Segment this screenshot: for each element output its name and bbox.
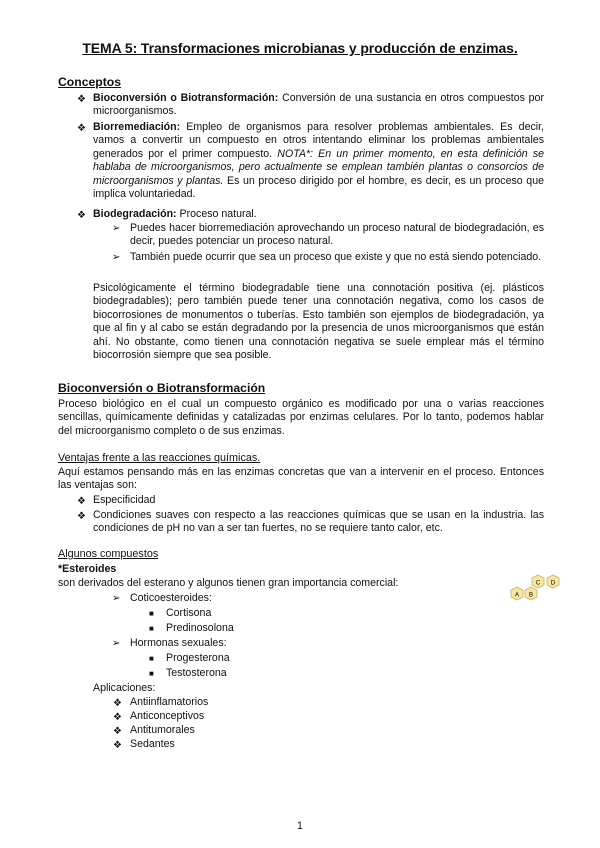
arrow-bullet-icon: ➢	[112, 252, 121, 263]
corticoides-label: Coticoesteroides:	[130, 592, 212, 604]
hormona-item: Progesterona	[166, 652, 230, 664]
biodegradacion-paragraph: Psicológicamente el término biodegradable tiene una connotación positiva (ej. plásticos biodegradables); pero también puede tener una connotación negativa, como los casos de biocorrosiones de monumentos o tuberías. Esto también son ejemplos de biodegradación, ya que al fin y al cabo se están degradando por la presencia de unos microorganismos que están ahí. No obstante, como tienen una connotación negativa se suele emplear más el término biocorrosión siempre que sea posible.	[93, 282, 544, 362]
diamond-bullet-icon: ❖	[77, 123, 86, 134]
hormona-item: Testosterona	[166, 667, 227, 679]
ventajas-heading: Ventajas frente a las reacciones químicas.	[58, 452, 261, 464]
term-label: Biorremediación:	[93, 121, 181, 133]
aplicaciones-label: Aplicaciones:	[93, 682, 156, 694]
ventajas-intro: Aquí estamos pensando más en las enzimas concretas que van a intervenir en el proceso. Entonces las ventajas son:	[58, 466, 544, 492]
hormonas-label: Hormonas sexuales:	[130, 637, 227, 649]
diamond-bullet-icon: ❖	[113, 740, 122, 751]
square-bullet-icon: ■	[149, 669, 154, 678]
sub-item: Puedes hacer biorremediación aprovechando un proceso natural de biodegradación, es decir, puedes potenciar un proceso natural.	[130, 222, 544, 248]
esteroides-title: *Esteroides	[58, 563, 117, 575]
arrow-bullet-icon: ➢	[112, 638, 121, 649]
aplicacion-item: Antitumorales	[130, 724, 195, 736]
sub-item: También puede ocurrir que sea un proceso que existe y que no está siendo potenciado.	[130, 251, 542, 263]
diamond-bullet-icon: ❖	[77, 511, 86, 522]
arrow-bullet-icon: ➢	[112, 593, 121, 604]
steroid-ring-diagram	[506, 572, 574, 610]
svg-text:B: B	[528, 592, 534, 599]
term-label: Biodegradación:	[93, 208, 177, 220]
aplicacion-item: Anticonceptivos	[130, 710, 205, 722]
concept-biodegradacion	[93, 208, 544, 221]
term-definition: Conversión de una sustancia en otros compuestos por microorganismos.	[93, 92, 544, 118]
term-label: Bioconversión o Biotransformación:	[93, 92, 279, 104]
diamond-bullet-icon: ❖	[77, 496, 86, 507]
ring-d	[547, 575, 559, 588]
esteroides-desc: son derivados del esterano y algunos tienen gran importancia comercial:	[58, 577, 399, 589]
page-title: TEMA 5: Transformaciones microbianas y producción de enzimas.	[82, 40, 518, 56]
svg-text:D: D	[550, 580, 556, 587]
square-bullet-icon: ■	[149, 609, 154, 618]
corticoide-item: Predinosolona	[166, 622, 234, 634]
concept-biorremediacion	[93, 121, 544, 201]
bioconversion-heading: Bioconversión o Biotransformación	[58, 381, 266, 395]
square-bullet-icon: ■	[149, 624, 154, 633]
ring-c	[532, 575, 544, 588]
svg-text:C: C	[535, 580, 541, 587]
ventaja-item: Especificidad	[93, 494, 156, 506]
aplicacion-item: Antiinflamatorios	[130, 696, 209, 708]
term-definition: Proceso natural.	[179, 208, 257, 220]
diamond-bullet-icon: ❖	[77, 94, 86, 105]
conceptos-heading: Conceptos	[58, 75, 121, 89]
diamond-bullet-icon: ❖	[113, 712, 122, 723]
term-definition: Empleo de organismos para resolver problemas ambientales. Es decir, vamos a convertir un compuesto en otros intentando eliminar los problemas ambientales generados por el primer compuesto.	[93, 121, 544, 160]
concept-bioconversion	[93, 92, 544, 119]
svg-text:A: A	[514, 592, 520, 599]
ring-b	[525, 587, 537, 600]
ring-a	[511, 587, 523, 600]
diamond-bullet-icon: ❖	[113, 726, 122, 737]
diamond-bullet-icon: ❖	[77, 210, 86, 221]
bioconversion-paragraph: Proceso biológico en el cual un compuesto orgánico es modificado por una o varias reacciones sencillas, químicamente definidas y catalizadas por enzimas celulares. Por lo tanto, podemos hablar del microorganismo completo o de sus enzimas.	[58, 398, 544, 437]
aplicacion-item: Sedantes	[130, 738, 175, 750]
diamond-bullet-icon: ❖	[113, 698, 122, 709]
term-note: NOTA*: En un primer momento, en esta definición se hablaba de microorganismos, pero actualmente se emplean también plantas o consorcios de microorganismos y plantas.	[93, 147, 545, 187]
compuestos-heading: Algunos compuestos	[58, 548, 159, 560]
page-number: 1	[297, 820, 303, 832]
term-tail: Es un proceso dirigido por el hombre, es decir, es un proceso que implica voluntariedad.	[93, 174, 544, 201]
corticoide-item: Cortisona	[166, 607, 212, 619]
ventaja-item: Condiciones suaves con respecto a las reacciones químicas que se usan en la industria. las condiciones de pH no van a ser tan fuertes, no se requiere tanto calor, etc.	[93, 509, 544, 535]
arrow-bullet-icon: ➢	[112, 223, 121, 234]
square-bullet-icon: ■	[149, 654, 154, 663]
